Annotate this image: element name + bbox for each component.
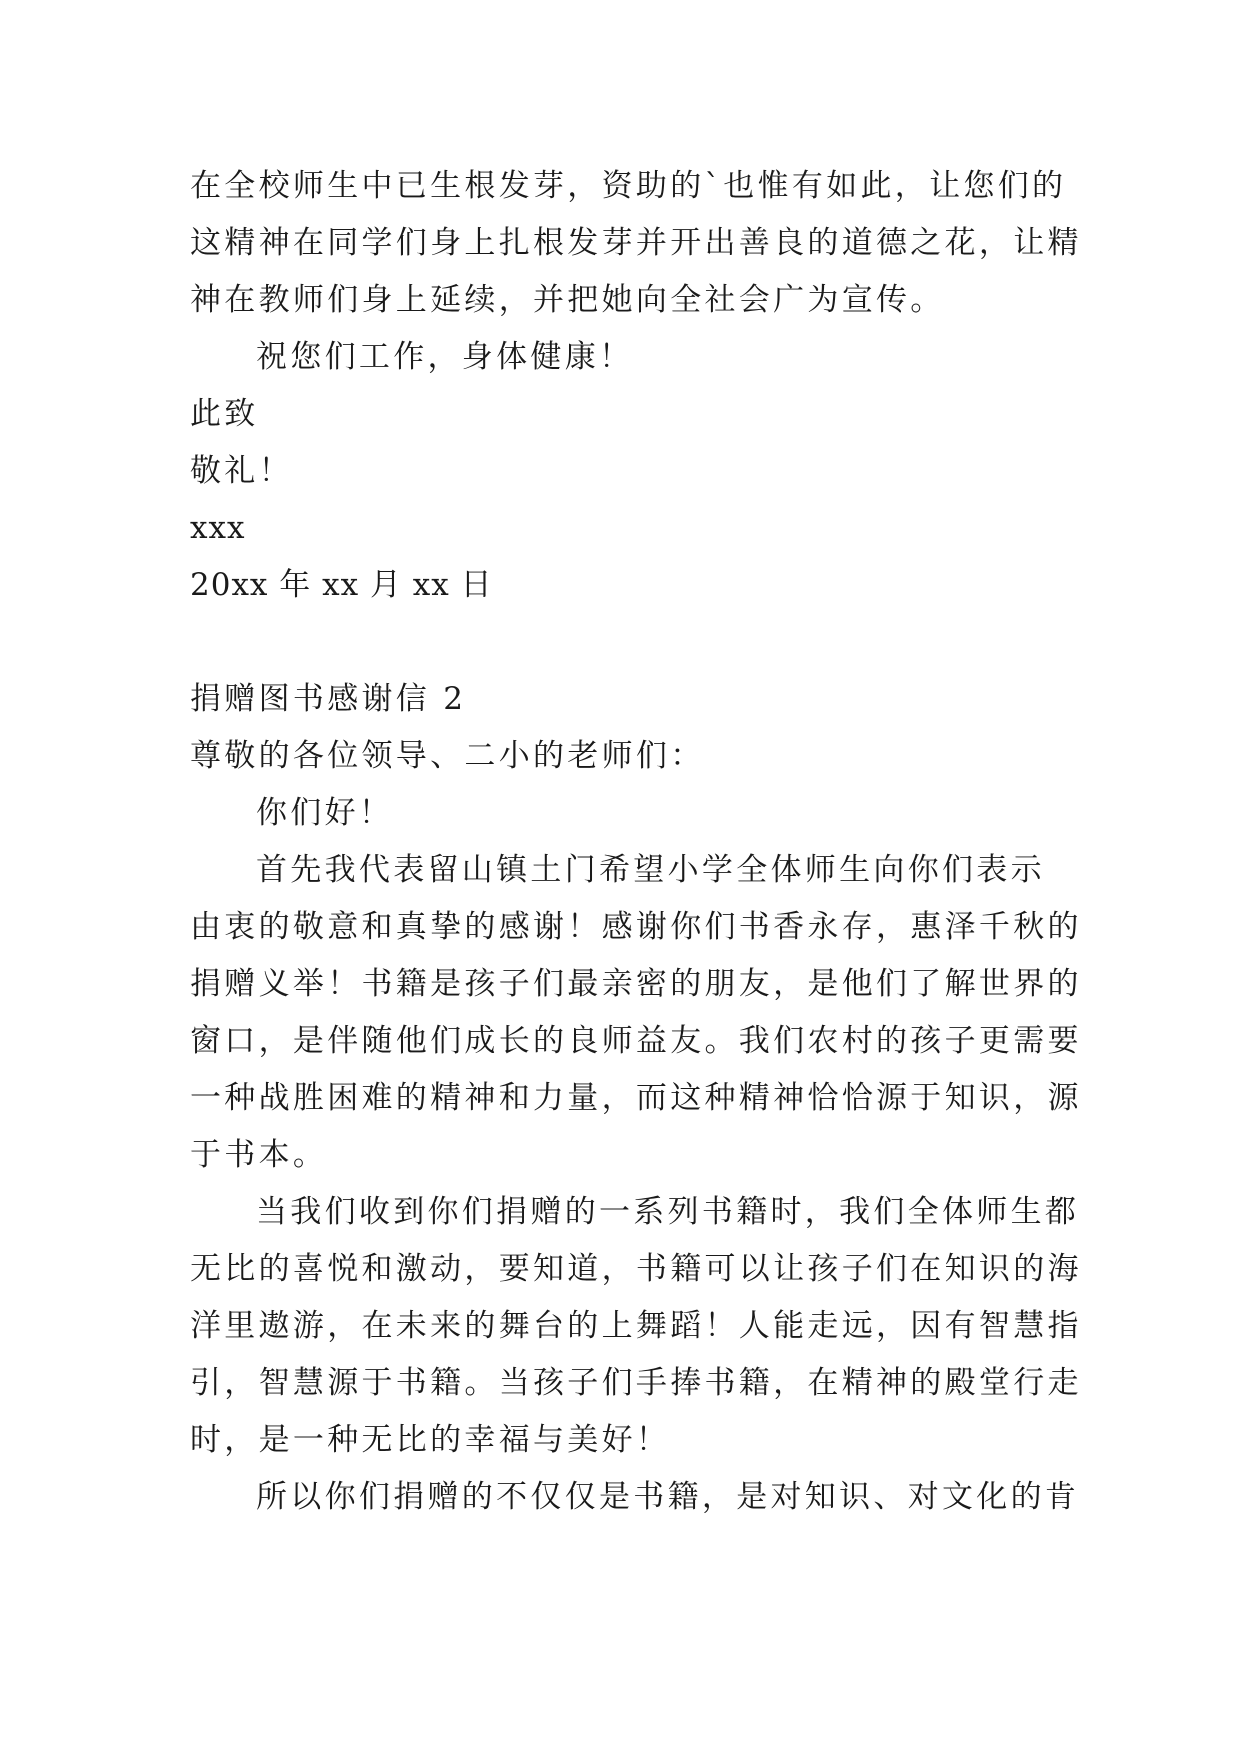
paragraph1-line-3: 捐赠义举！书籍是孩子们最亲密的朋友，是他们了解世界的 — [190, 966, 1082, 1002]
letter1-line-2: 这精神在同学们身上扎根发芽并开出善良的道德之花，让精 — [190, 225, 1082, 261]
paragraph2-line-2: 无比的喜悦和激动，要知道，书籍可以让孩子们在知识的海 — [190, 1251, 1082, 1287]
letter1-date: 20xx 年 xx 月 xx 日 — [190, 567, 493, 603]
letter1-wish: 祝您们工作，身体健康！ — [256, 339, 634, 375]
paragraph1-line-5: 一种战胜困难的精神和力量，而这种精神恰恰源于知识，源 — [190, 1080, 1082, 1116]
paragraph2-line-1: 当我们收到你们捐赠的一系列书籍时，我们全体师生都 — [256, 1194, 1080, 1230]
letter2-title: 捐赠图书感谢信 2 — [190, 681, 467, 717]
paragraph2-line-4: 引，智慧源于书籍。当孩子们手捧书籍，在精神的殿堂行走 — [190, 1365, 1082, 1401]
letter2-salutation: 尊敬的各位领导、二小的老师们： — [190, 738, 705, 774]
paragraph3-line-1: 所以你们捐赠的不仅仅是书籍，是对知识、对文化的肯 — [256, 1479, 1080, 1515]
paragraph1-line-1: 首先我代表留山镇土门希望小学全体师生向你们表示 — [256, 852, 1045, 888]
paragraph2-line-3: 洋里遨游，在未来的舞台的上舞蹈！人能走远，因有智慧指 — [190, 1308, 1082, 1344]
letter1-line-1: 在全校师生中已生根发芽，资助的`也惟有如此，让您们的 — [190, 168, 1067, 204]
letter1-closing-2: 敬礼！ — [190, 453, 293, 489]
letter1-closing-1: 此致 — [190, 396, 259, 432]
paragraph2-line-5: 时，是一种无比的幸福与美好！ — [190, 1422, 671, 1458]
letter2-greeting: 你们好！ — [256, 795, 394, 831]
paragraph1-line-4: 窗口，是伴随他们成长的良师益友。我们农村的孩子更需要 — [190, 1023, 1082, 1059]
letter1-signature: xxx — [190, 510, 246, 546]
letter1-line-3: 神在教师们身上延续，并把她向全社会广为宣传。 — [190, 282, 945, 318]
paragraph1-line-2: 由衷的敬意和真挚的感谢！感谢你们书香永存，惠泽千秋的 — [190, 909, 1082, 945]
paragraph1-line-6: 于书本。 — [190, 1137, 328, 1173]
